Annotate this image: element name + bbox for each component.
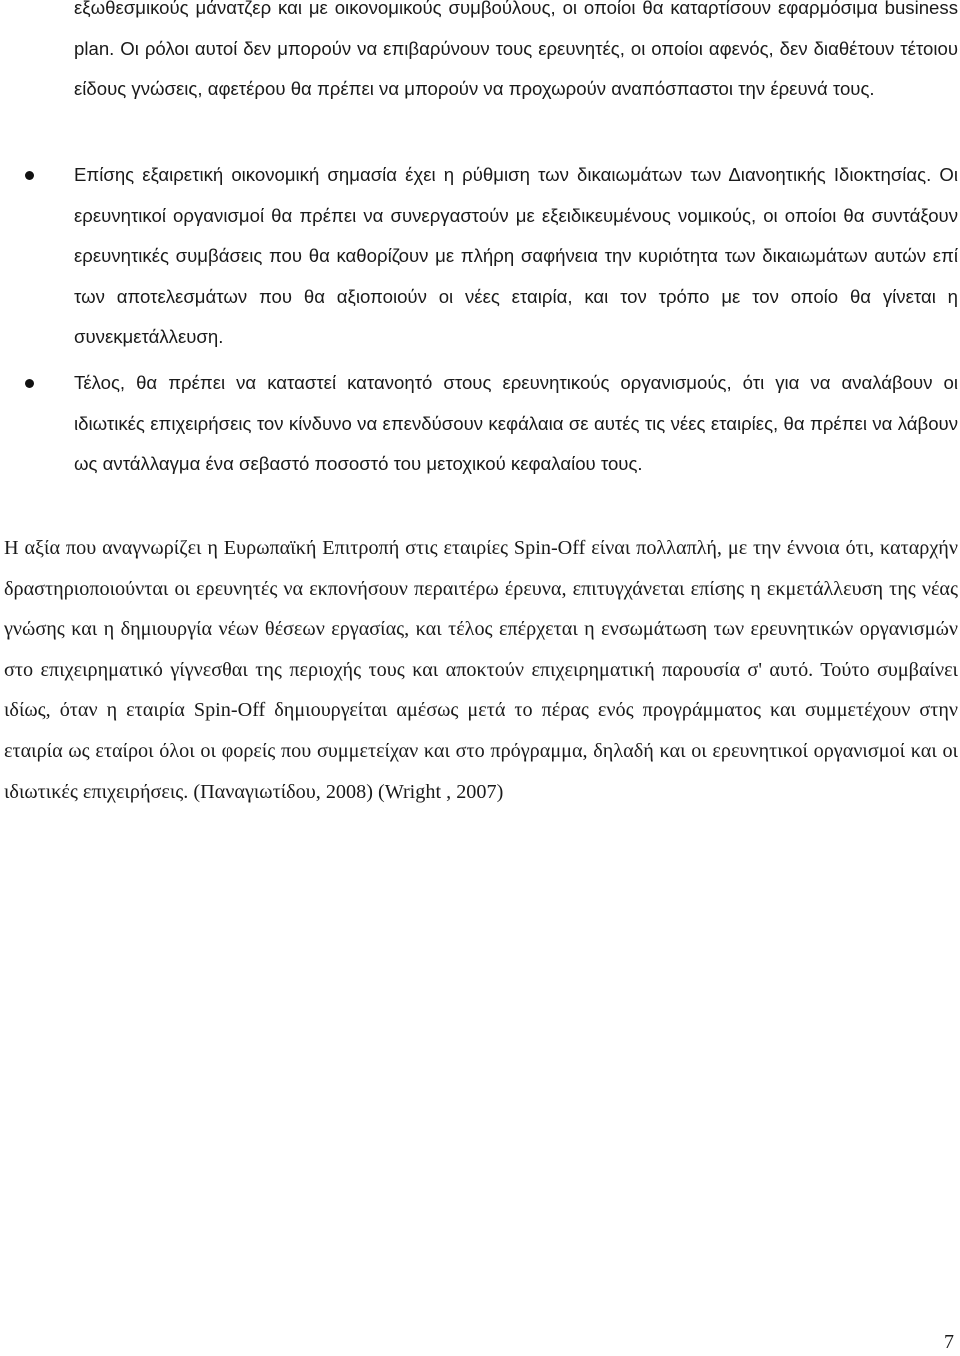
bullet-item-equity-share: Τέλος, θα πρέπει να καταστεί κατανοητό στους ερευνητικούς οργανισμούς, ότι για να αναλάβουν οι ιδιωτικές επιχειρήσεις τον κίνδυνο να επενδύσουν κεφάλαια σε αυτές τις νέες εταιρίες, θα πρέπει να λάβουν ως αντάλλαγμα ένα σεβαστό ποσοστό του μετοχικού κεφαλαίου τους. (74, 372, 958, 475)
bullet-marker-icon (25, 171, 34, 180)
bullet-continuation-text: εξωθεσμικούς μάνατζερ και με οικονομικούς συμβούλους, οι οποίοι θα καταρτίσουν εφαρμόσιμα business plan. Οι ρόλοι αυτοί δεν μπορούν να επιβαρύνουν τους ερευνητές, οι οποίοι αφενός, δεν διαθέτουν τέτοιου είδους γνώσεις, αφετέρου θα πρέπει να μπορούν να προχωρούν αναπόσπαστοι την έρευνά τους. (74, 0, 958, 100)
page-number: 7 (944, 1331, 954, 1353)
bullet-marker-icon (25, 379, 34, 388)
bullet-item-intellectual-property: Επίσης εξαιρετική οικονομική σημασία έχει η ρύθμιση των δικαιωμάτων των Διανοητικής Ιδιοκτησίας. Οι ερευνητικοί οργανισμοί θα πρέπει να συνεργαστούν με εξειδικευμένους νομικούς, οι οποίοι θα συντάξουν ερευνητικές συμβάσεις που θα καθορίζουν με πλήρη σαφήνεια την κυριότητα των δικαιωμάτων αυτών επί των αποτελεσμάτων που θα αξιοποιούν οι νέες εταιρία, και τον τρόπο με τον οποίο θα γίνεται η συνεκμετάλλευση. (74, 164, 958, 348)
body-paragraph: Η αξία που αναγνωρίζει η Ευρωπαϊκή Επιτροπή στις εταιρίες Spin-Off είναι πολλαπλή, με την έννοια ότι, καταρχήν δραστηριοποιούνται οι ερευνητές να εκπονήσουν περαιτέρω έρευνα, επιτυγχάνεται επίσης η εκμετάλλευση της νέας γνώσης και η δημιουργία νέων θέσεων εργασίας, και τέλος επέρχεται η ενσωμάτωση των ερευνητικών οργανισμών στο επιχειρηματικό γίγνεσθαι της περιοχής τους και αποκτούν επιχειρηματική παρουσία σ' αυτό. Τούτο συμβαίνει ιδίως, όταν η εταιρία Spin-Off δημιουργείται αμέσως μετά το πέρας ενός προγράμματος και συμμετέχουν στην εταιρία ως εταίροι όλοι οι φορείς που συμμετείχαν και στο πρόγραμμα, δηλαδή και οι ερευνητικοί οργανισμοί και οι ιδιωτικές επιχειρήσεις. (Παναγιωτίδου, 2008) (Wright , 2007) (4, 537, 958, 803)
